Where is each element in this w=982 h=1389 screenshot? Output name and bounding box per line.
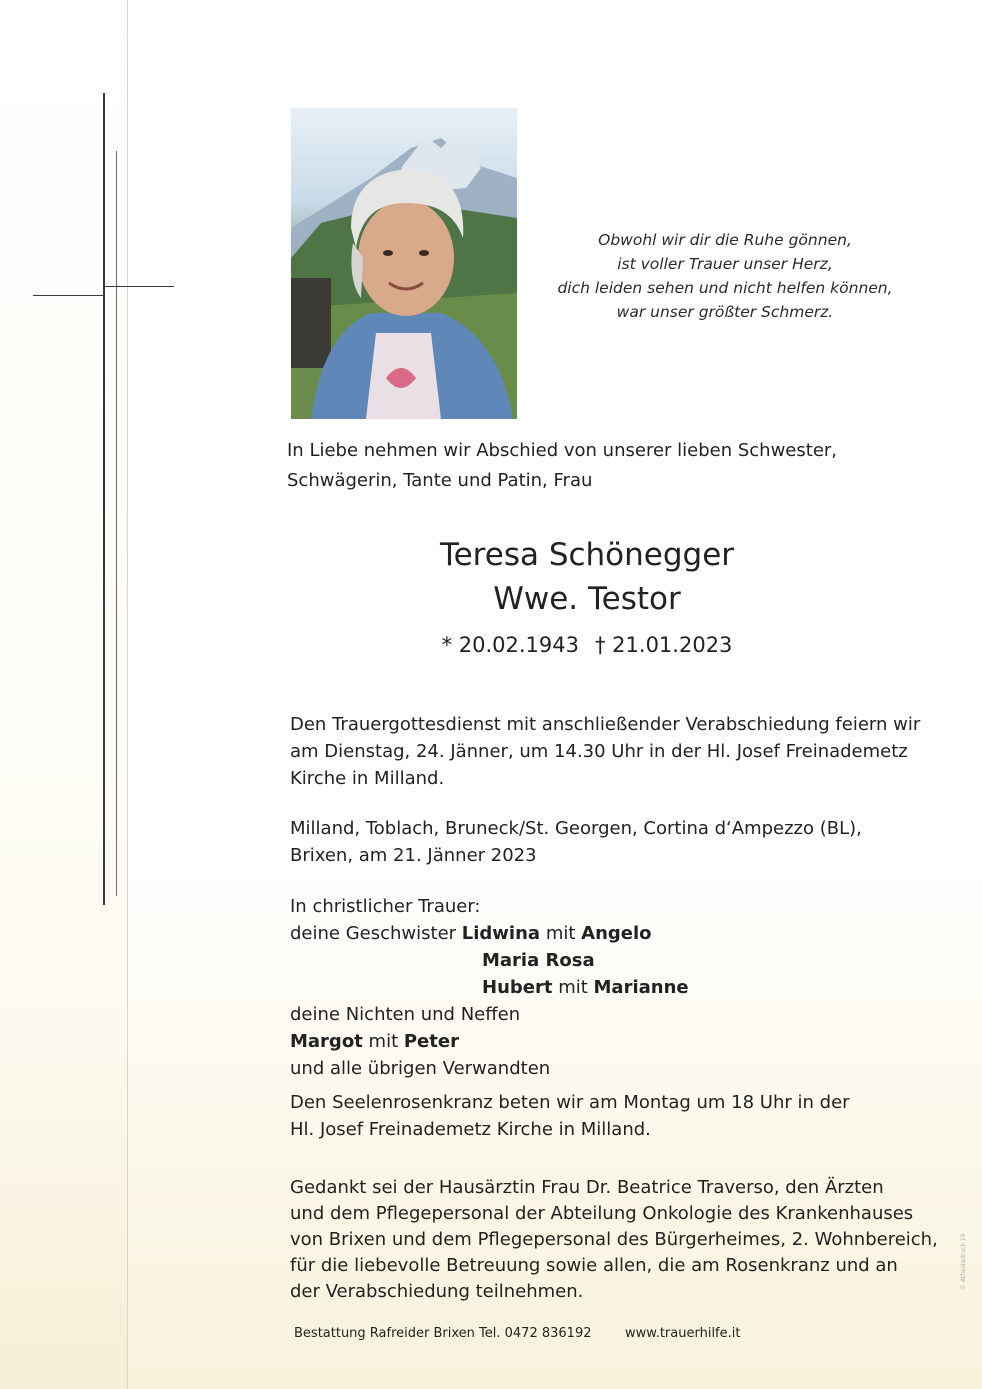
mourner-row: deine Nichten und Neffen [290,1004,521,1025]
birth-date: * 20.02.1943 [441,633,579,657]
service-line: Kirche in Milland. [290,768,445,789]
mourners-heading: In christlicher Trauer: [290,896,481,917]
deceased-widow-of: Wwe. Testor [493,581,681,617]
mourner-name: Lidwina [461,923,541,944]
mourner-text: deine Geschwister [290,923,457,944]
thanks-line: und dem Pflegepersonal der Abteilung Onkologie des Krankenhauses [290,1203,914,1224]
thanks-line: für die liebevolle Betreuung sowie allen, die am Rosenkranz und an [290,1255,898,1276]
footer [294,1324,854,1344]
rosary-text [290,1089,970,1143]
undertaker-info: Bestattung Rafreider Brixen Tel. 0472 836192 [294,1326,592,1341]
mourner-row [290,974,970,1001]
poem [545,228,905,324]
mourner-name: Maria Rosa [482,950,595,971]
mourner-text: mit [545,923,576,944]
poem-line: dich leiden sehen und nicht helfen können, [557,279,893,297]
printer-mark: © Athesiadruck 19 [960,1233,967,1290]
deceased-name: Teresa Schönegger [439,537,735,573]
mourner-name: Angelo [581,923,652,944]
thanks-line: der Verabschiedung teilnehmen. [290,1281,584,1302]
poem-line: war unser größter Schmerz. [616,303,834,321]
service-line: am Dienstag, 24. Jänner, um 14.30 Uhr in der Hl. Josef Freinademetz [290,741,908,762]
service-line: Den Trauergottesdienst mit anschließender Verabschiedung feiern wir [290,714,921,735]
funeral-service-text [290,711,970,792]
places-line: Brixen, am 21. Jänner 2023 [290,845,537,866]
portrait-photo [291,108,517,419]
mourner-name: Margot [290,1031,363,1052]
mourner-row [290,947,970,974]
mourner-name: Marianne [593,977,689,998]
intro-line: In Liebe nehmen wir Abschied von unserer lieben Schwester, [287,440,838,461]
intro-line: Schwägerin, Tante und Patin, Frau [287,470,593,491]
farewell-intro [287,436,887,496]
mourner-row [290,920,970,947]
rosary-line: Hl. Josef Freinademetz Kirche in Milland. [290,1119,651,1140]
margin-divider [127,0,128,1389]
thanks-line: von Brixen und dem Pflegepersonal des Bürgerheimes, 2. Wohnbereich, [290,1229,938,1250]
mourner-name: Peter [403,1031,459,1052]
deceased-name-block [287,533,887,621]
left-margin-strip [0,0,128,1389]
mourner-text: mit [368,1031,399,1052]
poem-line: ist voller Trauer unser Herz, [617,255,833,273]
mourner-row: und alle übrigen Verwandten [290,1058,551,1079]
rosary-line: Den Seelenrosenkranz beten wir am Montag um 18 Uhr in der [290,1092,850,1113]
mourner-name: Hubert [482,977,553,998]
poem-line: Obwohl wir dir die Ruhe gönnen, [598,231,852,249]
places-and-date [290,815,970,869]
mourner-text: mit [558,977,588,998]
thanks-text [290,1175,970,1305]
mourner-row [290,1028,970,1055]
places-line: Milland, Toblach, Bruneck/St. Georgen, Cortina d‘Ampezzo (BL), [290,818,862,839]
life-dates [287,628,887,662]
death-date: † 21.01.2023 [595,633,733,657]
website-link[interactable]: www.trauerhilfe.it [625,1326,741,1341]
thanks-line: Gedankt sei der Hausärztin Frau Dr. Beatrice Traverso, den Ärzten [290,1177,884,1198]
mourners-list [290,893,970,1082]
